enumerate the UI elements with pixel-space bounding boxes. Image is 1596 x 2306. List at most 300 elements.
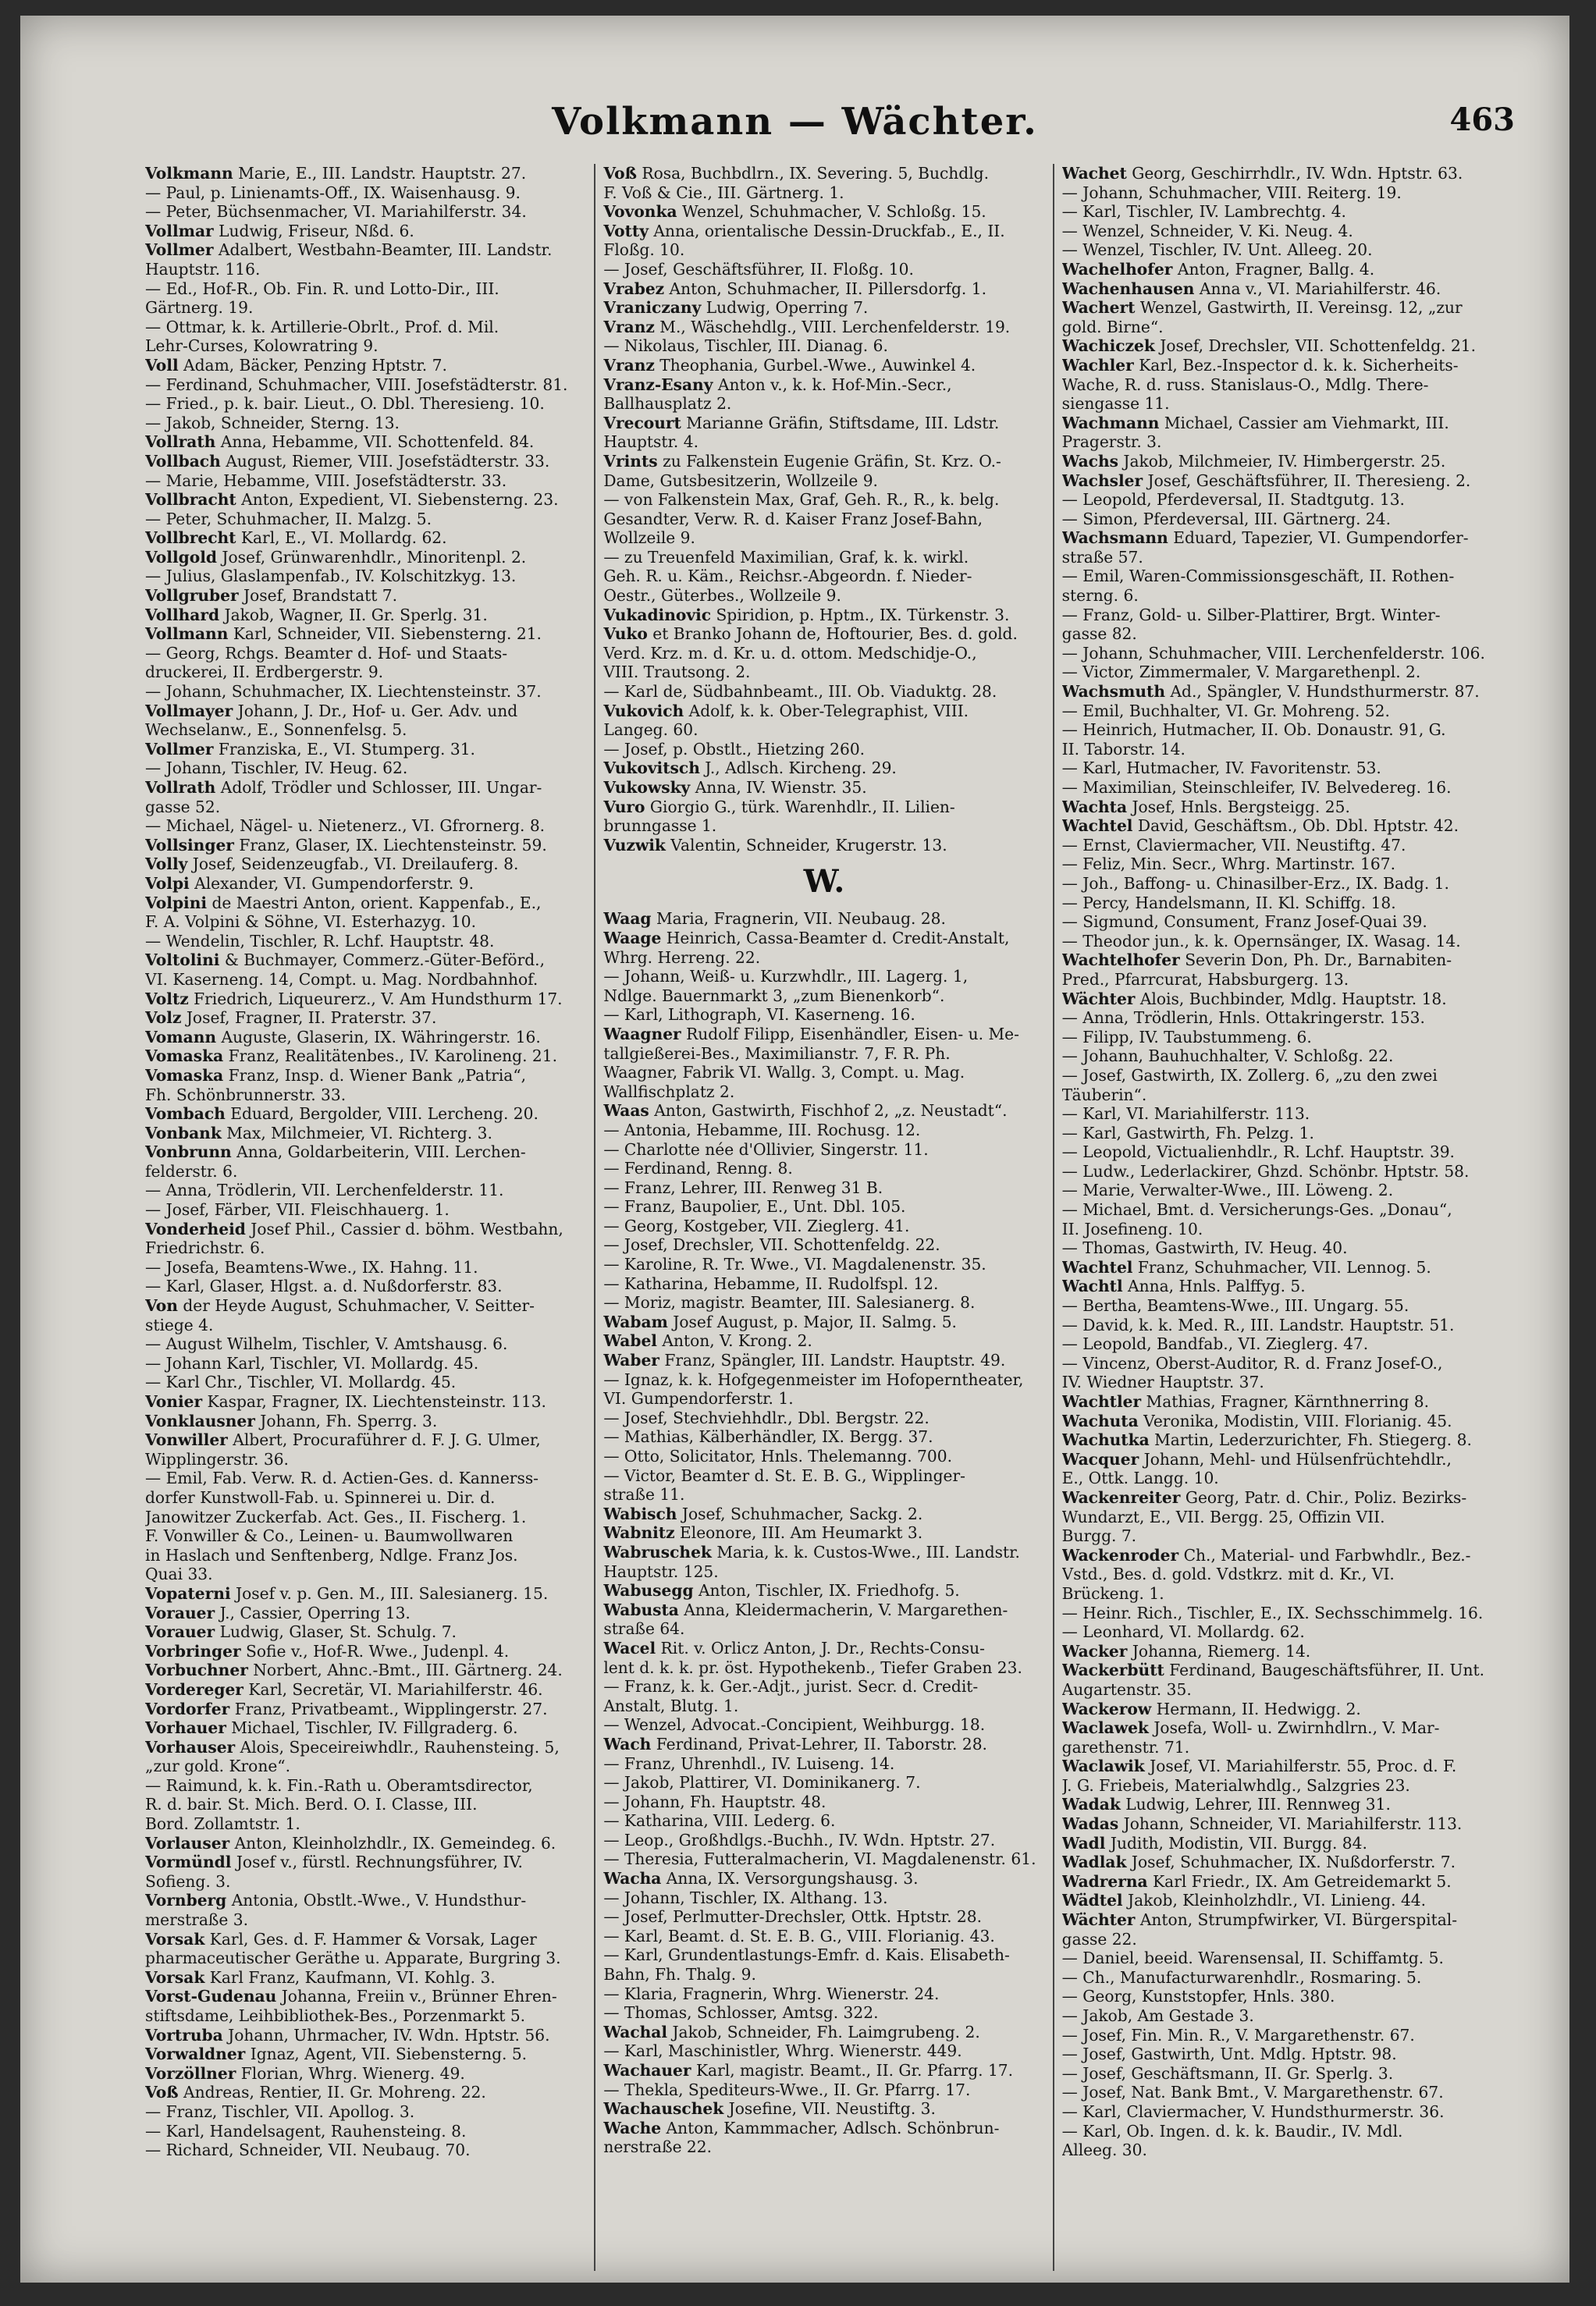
directory-entry: Waagner Rudolf Filipp, Eisenhändler, Eisen- u. Me- xyxy=(603,1024,1019,1043)
directory-entry: Wachauer Karl, magistr. Beamt., II. Gr. Pfarrg. 17. xyxy=(603,2061,1014,2080)
directory-entry: — Ferdinand, Schuhmacher, VIII. Josefstädterstr. 81. xyxy=(145,375,568,394)
directory-entry: F. Vonwiller & Co., Leinen- u. Baumwollwaren xyxy=(145,1526,514,1546)
directory-entry: — Leop., Großhdlgs.-Buchh., IV. Wdn. Hptstr. 27. xyxy=(603,1830,996,1849)
directory-entry: VI. Gumpendorferstr. 1. xyxy=(603,1389,794,1409)
directory-entry: Wackerow Hermann, II. Hedwigg. 2. xyxy=(1061,1699,1361,1718)
directory-entry: — Ottmar, k. k. Artillerie-Obrlt., Prof. d. Mil. xyxy=(145,317,499,336)
directory-entry: Wachert Wenzel, Gastwirth, II. Vereinsg. 12, „zur xyxy=(1061,298,1463,318)
directory-entry: — Vincenz, Oberst-Auditor, R. d. Franz Josef-O., xyxy=(1061,1353,1443,1373)
directory-entry: Burgg. 7. xyxy=(1061,1526,1137,1546)
directory-entry: in Haslach und Senftenberg, Ndlge. Franz Jos. xyxy=(145,1545,518,1565)
directory-entry: — Heinrich, Hutmacher, II. Ob. Donaustr. 91, G. xyxy=(1061,720,1446,740)
directory-entry: — Charlotte née d'Ollivier, Singerstr. 11. xyxy=(603,1139,929,1159)
directory-entry: Vollbrecht Karl, E., VI. Mollardg. 62. xyxy=(145,528,447,548)
directory-entry: straße 57. xyxy=(1061,547,1143,567)
directory-entry: Vonwiller Albert, Procuraführer d. F. J. G. Ulmer, xyxy=(145,1430,541,1450)
directory-entry: — Ignaz, k. k. Hofgegenmeister im Hofoperntheater, xyxy=(603,1370,1024,1389)
directory-entry: Vranz M., Wäschehdlg., VIII. Lerchenfelderstr. 19. xyxy=(603,317,1011,336)
directory-entry: Vorhauer Michael, Tischler, IV. Fillgraderg. 6. xyxy=(145,1718,518,1738)
directory-entry: merstraße 3. xyxy=(145,1910,249,1930)
column-1 xyxy=(137,164,595,2271)
directory-entry: — Peter, Schuhmacher, II. Malzg. 5. xyxy=(145,509,432,528)
page-header xyxy=(20,94,1569,156)
directory-entry: — Percy, Handelsmann, II. Kl. Schiffg. 18. xyxy=(1061,893,1396,912)
directory-entry: — Karl, Hutmacher, IV. Favoritenstr. 53. xyxy=(1061,759,1381,778)
directory-entry: — Jakob, Am Gestade 3. xyxy=(1061,2006,1254,2025)
directory-entry: Vorlauser Anton, Kleinholzhdlr., IX. Gemeindeg. 6. xyxy=(145,1833,556,1853)
directory-entry: Janowitzer Zuckerfab. Act. Ges., II. Fischerg. 1. xyxy=(145,1507,527,1526)
directory-entry: stiftsdame, Leihbibliothek-Bes., Porzenmarkt 5. xyxy=(145,2006,526,2025)
directory-entry: Wache Anton, Kammmacher, Adlsch. Schönbrun- xyxy=(603,2118,1000,2137)
directory-entry: — Karl de, Südbahnbeamt., III. Ob. Viaduktg. 28. xyxy=(603,682,997,702)
directory-entry: Waagner, Fabrik VI. Wallg. 3, Compt. u. Mag. xyxy=(603,1063,965,1082)
directory-entry: Wacha Anna, IX. Versorgungshausg. 3. xyxy=(603,1869,919,1889)
directory-entry: — Leonhard, VI. Mollardg. 62. xyxy=(1061,1622,1305,1642)
directory-entry: gasse 82. xyxy=(1061,624,1137,644)
directory-entry: Von der Heyde August, Schuhmacher, V. Seitter- xyxy=(145,1296,535,1316)
directory-entry: — Sigmund, Consument, Franz Josef-Quai 39. xyxy=(1061,912,1427,932)
directory-entry: Vukowsky Anna, IV. Wienstr. 35. xyxy=(603,778,867,797)
directory-entry: — Ludw., Lederlackirer, Ghzd. Schönbr. Hptstr. 58. xyxy=(1061,1161,1470,1181)
directory-entry: — Victor, Zimmermaler, V. Margarethenpl. 2. xyxy=(1061,663,1421,682)
directory-entry: — Johann, Schuhmacher, IX. Liechtensteinstr. 37. xyxy=(145,682,542,702)
directory-entry: Voltolini & Buchmayer, Commerz.-Güter-Beförd., xyxy=(145,950,545,970)
directory-entry: Gesandter, Verw. R. d. Kaiser Franz Josef-Bahn, xyxy=(603,509,983,528)
directory-entry: Floßg. 10. xyxy=(603,240,685,260)
column-3 xyxy=(1054,164,1511,2271)
directory-entry: Vormündl Josef v., fürstl. Rechnungsführer, IV. xyxy=(145,1853,523,1872)
directory-entry: II. Taborstr. 14. xyxy=(1061,739,1185,759)
directory-entry: — Joh., Baffong- u. Chinasilber-Erz., IX. Badg. 1. xyxy=(1061,873,1449,893)
directory-entry: Wollzeile 9. xyxy=(603,528,695,548)
directory-entry: — Josefa, Beamtens-Wwe., IX. Hahng. 11. xyxy=(145,1257,478,1277)
directory-entry: Vuzwik Valentin, Schneider, Krugerstr. 13. xyxy=(603,835,947,855)
directory-entry: J. G. Friebeis, Materialwhdlg., Salzgries 23. xyxy=(1061,1775,1410,1795)
directory-entry: straße 11. xyxy=(603,1485,685,1505)
directory-entry: — Theodor jun., k. k. Opernsänger, IX. Wasag. 14. xyxy=(1061,931,1461,950)
directory-entry: Vrecourt Marianne Gräfin, Stiftsdame, III. Ldstr. xyxy=(603,413,1000,432)
directory-entry: — Klaria, Fragnerin, Whrg. Wienerstr. 24. xyxy=(603,1984,940,2003)
directory-entry: Wadrerna Karl Friedr., IX. Am Getreidemarkt 5. xyxy=(1061,1871,1452,1891)
directory-entry: Vonklausner Johann, Fh. Sperrg. 3. xyxy=(145,1411,438,1430)
directory-entry: Waas Anton, Gastwirth, Fischhof 2, „z. Neustadt“. xyxy=(603,1101,1008,1121)
directory-entry: — Peter, Büchsenmacher, VI. Mariahilferstr. 34. xyxy=(145,202,527,222)
directory-entry: Friedrichstr. 6. xyxy=(145,1238,265,1258)
directory-entry: Ndlge. Bauernmarkt 3, „zum Bienenkorb“. xyxy=(603,986,945,1005)
directory-entry: Vordorfer Franz, Privatbeamt., Wipplingerstr. 27. xyxy=(145,1699,548,1718)
directory-entry: Vorwaldner Ignaz, Agent, VII. Siebensterng. 5. xyxy=(145,2045,528,2064)
directory-entry: — Josef, Perlmutter-Drechsler, Ottk. Hptstr. 28. xyxy=(603,1907,983,1927)
directory-entry: — Simon, Pferdeversal, III. Gärtnerg. 24. xyxy=(1061,509,1392,528)
directory-entry: Vrints zu Falkenstein Eugenie Gräfin, St. Krz. O.- xyxy=(603,451,1001,471)
directory-entry: Wachenhausen Anna v., VI. Mariahilferstr. 46. xyxy=(1061,279,1441,298)
directory-entry: Wachtelhofer Severin Don, Ph. Dr., Barnabiten- xyxy=(1061,950,1452,970)
directory-entry: Wachuta Veronika, Modistin, VIII. Florianig. 45. xyxy=(1061,1411,1452,1430)
directory-entry: Wadas Johann, Schneider, VI. Mariahilferstr. 113. xyxy=(1061,1814,1463,1834)
directory-entry: Wachtl Anna, Hnls. Palffyg. 5. xyxy=(1061,1277,1306,1296)
directory-entry: — Karl, Maschinistler, Whrg. Wienerstr. 449. xyxy=(603,2041,962,2061)
directory-entry: druckerei, II. Erdbergerstr. 9. xyxy=(145,663,384,682)
directory-entry: — Raimund, k. k. Fin.-Rath u. Oberamtsdirector, xyxy=(145,1775,533,1795)
directory-entry: Vonderheid Josef Phil., Cassier d. böhm. Westbahn, xyxy=(145,1219,563,1238)
directory-entry: Vraniczany Ludwig, Operring 7. xyxy=(603,298,869,318)
directory-entry: Wachler Karl, Bez.-Inspector d. k. k. Sicherheits- xyxy=(1061,355,1459,375)
directory-entry: — Ed., Hof-R., Ob. Fin. R. und Lotto-Dir., III. xyxy=(145,279,499,298)
directory-entry: — Richard, Schneider, VII. Neubaug. 70. xyxy=(145,2141,471,2160)
directory-entry: Verd. Krz. m. d. Kr. u. d. ottom. Medschidje-O., xyxy=(603,643,977,663)
directory-entry: — Marie, Hebamme, VIII. Josefstädterstr. 33. xyxy=(145,471,507,490)
directory-entry: Waclawek Josefa, Woll- u. Zwirnhdlrn., V. Mar- xyxy=(1061,1718,1440,1738)
directory-entry: — Josef, Stechviehhdlr., Dbl. Bergstr. 22. xyxy=(603,1408,930,1427)
directory-entry: VI. Kaserneng. 14, Compt. u. Mag. Nordbahnhof. xyxy=(145,969,539,989)
directory-entry: Anstalt, Blutg. 1. xyxy=(603,1696,739,1715)
directory-entry: Wachsmuth Ad., Spängler, V. Hundsthurmerstr. 87. xyxy=(1061,682,1480,702)
directory-entry: Vuro Giorgio G., türk. Warenhdlr., II. Lilien- xyxy=(603,797,955,816)
directory-entry: — Ch., Manufacturwarenhdlr., Rosmaring. 5. xyxy=(1061,1967,1422,1987)
directory-entry: Vorsak Karl, Ges. d. F. Hammer & Vorsak, Lager xyxy=(145,1929,537,1949)
directory-entry: Vopaterni Josef v. p. Gen. M., III. Salesianerg. 15. xyxy=(145,1583,549,1603)
directory-entry: Volpi Alexander, VI. Gumpendorferstr. 9. xyxy=(145,873,475,893)
directory-entry: Alleeg. 30. xyxy=(1061,2141,1147,2160)
directory-entry: Hauptstr. 4. xyxy=(603,432,699,452)
directory-entry: — Wendelin, Tischler, R. Lchf. Hauptstr. 48. xyxy=(145,931,495,950)
directory-entry: Vorzöllner Florian, Whrg. Wienerg. 49. xyxy=(145,2063,465,2083)
directory-entry: — Georg, Kostgeber, VII. Zieglerg. 41. xyxy=(603,1216,910,1235)
directory-entry: Vuko et Branko Johann de, Hoftourier, Bes. d. gold. xyxy=(603,624,1018,644)
directory-entry: Vonbrunn Anna, Goldarbeiterin, VIII. Lerchen- xyxy=(145,1142,526,1162)
directory-entry: II. Josefineng. 10. xyxy=(1061,1219,1203,1238)
directory-entry: Wach Ferdinand, Privat-Lehrer, II. Taborstr. 28. xyxy=(603,1734,987,1753)
directory-entry: Augartenstr. 35. xyxy=(1061,1679,1192,1699)
directory-entry: Wachtel Franz, Schuhmacher, VII. Lennog. 5. xyxy=(1061,1257,1431,1277)
directory-entry: — Johann, Schuhmacher, VIII. Lerchenfelderstr. 106. xyxy=(1061,643,1485,663)
directory-entry: R. d. bair. St. Mich. Berd. O. I. Classe, III. xyxy=(145,1795,478,1814)
directory-entry: — Emil, Waren-Commissionsgeschäft, II. Rothen- xyxy=(1061,567,1455,586)
directory-entry: Wechselanw., E., Sonnenfelsg. 5. xyxy=(145,720,407,740)
directory-entry: Hauptstr. 125. xyxy=(603,1562,719,1581)
directory-entry: Whrg. Herreng. 22. xyxy=(603,947,761,967)
directory-entry: Wabusta Anna, Kleidermacherin, V. Margarethen- xyxy=(603,1600,1008,1619)
directory-entry: Wachta Josef, Hnls. Bergsteigg. 25. xyxy=(1061,797,1350,816)
directory-entry: — Josef, Gastwirth, Unt. Mdlg. Hptstr. 98. xyxy=(1061,2045,1397,2064)
directory-entry: — Emil, Buchhalter, VI. Gr. Mohreng. 52. xyxy=(1061,701,1390,720)
directory-entry: — Karl, Claviermacher, V. Hundsthurmerstr. 36. xyxy=(1061,2102,1445,2121)
directory-entry: Vorauer J., Cassier, Operring 13. xyxy=(145,1603,411,1622)
directory-entry: Wachal Jakob, Schneider, Fh. Laimgrubeng. 2. xyxy=(603,2022,980,2041)
directory-entry: — Moriz, magistr. Beamter, III. Salesianerg. 8. xyxy=(603,1293,976,1313)
directory-entry: — Nikolaus, Tischler, III. Dianag. 6. xyxy=(603,336,888,356)
directory-entry: siengasse 11. xyxy=(1061,394,1170,414)
directory-entry: — Karl Chr., Tischler, VI. Mollardg. 45. xyxy=(145,1373,457,1392)
directory-entry: Vonbank Max, Milchmeier, VI. Richterg. 3. xyxy=(145,1123,492,1142)
directory-entry: Fh. Schönbrunnerstr. 33. xyxy=(145,1085,347,1104)
directory-entry: — Karl, Gastwirth, Fh. Pelzg. 1. xyxy=(1061,1123,1314,1142)
directory-entry: — Thomas, Schlosser, Amtsg. 322. xyxy=(603,2003,879,2023)
directory-entry: felderstr. 6. xyxy=(145,1161,238,1181)
page-title: Volkmann — Wächter. xyxy=(552,100,1038,144)
directory-entry: — Franz, Lehrer, III. Renweg 31 B. xyxy=(603,1178,883,1197)
directory-entry: Volly Josef, Seidenzeugfab., VI. Dreilauferg. 8. xyxy=(145,855,519,874)
directory-entry: Vollgold Josef, Grünwarenhdlr., Minoritenpl. 2. xyxy=(145,547,527,567)
directory-entry: — Maximilian, Steinschleifer, IV. Belvedereg. 16. xyxy=(1061,778,1452,797)
directory-entry: — Anna, Trödlerin, Hnls. Ottakringerstr. 153. xyxy=(1061,1008,1425,1028)
directory-entry: Täuberin“. xyxy=(1061,1085,1147,1104)
directory-entry: — Filipp, IV. Taubstummeng. 6. xyxy=(1061,1027,1312,1046)
directory-entry: — Otto, Solicitator, Hnls. Thelemanng. 700. xyxy=(603,1447,952,1466)
directory-entry: Volkmann Marie, E., III. Landstr. Hauptstr. 27. xyxy=(145,164,527,183)
directory-entry: — Josef, Färber, VII. Fleischhauerg. 1. xyxy=(145,1200,450,1220)
directory-entry: — Karl, Tischler, IV. Lambrechtg. 4. xyxy=(1061,202,1346,222)
directory-entry: — August Wilhelm, Tischler, V. Amtshausg. 6. xyxy=(145,1334,508,1354)
directory-entry: Vorst-Gudenau Johanna, Freiin v., Brünner Ehren- xyxy=(145,1987,557,2006)
directory-entry: — Julius, Glaslampenfab., IV. Kolschitzkyg. 13. xyxy=(145,567,517,586)
directory-entry: Vorauer Ludwig, Glaser, St. Schulg. 7. xyxy=(145,1622,457,1642)
directory-entry: Lehr-Curses, Kolowratring 9. xyxy=(145,336,379,356)
directory-entry: Wachtler Mathias, Fragner, Kärnthnerring 8. xyxy=(1061,1392,1430,1411)
directory-entry: — Josef, Drechsler, VII. Schottenfeldg. 22. xyxy=(603,1235,940,1255)
directory-entry: Vrabez Anton, Schuhmacher, II. Pillersdorfg. 1. xyxy=(603,279,986,298)
directory-entry: Wallfischplatz 2. xyxy=(603,1082,735,1101)
directory-entry: Vollbracht Anton, Expedient, VI. Siebensterng. 23. xyxy=(145,490,559,510)
directory-entry: — Johann, Tischler, IV. Heug. 62. xyxy=(145,759,408,778)
directory-entry: Vranz Theophania, Gurbel.-Wwe., Auwinkel 4. xyxy=(603,355,976,375)
directory-entry: — Franz, Gold- u. Silber-Plattirer, Brgt. Winter- xyxy=(1061,605,1441,624)
directory-entry: — Leopold, Bandfab., VI. Zieglerg. 47. xyxy=(1061,1334,1369,1354)
directory-entry: — Jakob, Schneider, Sterng. 13. xyxy=(145,413,400,432)
directory-entry: Waag Maria, Fragnerin, VII. Neubaug. 28. xyxy=(603,909,946,929)
directory-entry: nerstraße 22. xyxy=(603,2137,713,2157)
directory-entry: — Johann Karl, Tischler, VI. Mollardg. 45. xyxy=(145,1353,479,1373)
directory-entry: — Marie, Verwalter-Wwe., III. Löweng. 2. xyxy=(1061,1181,1394,1200)
directory-entry: Vstd., Bes. d. gold. Vdstkrz. mit d. Kr., VI. xyxy=(1061,1565,1395,1584)
directory-entry: — Katharina, Hebamme, II. Rudolfspl. 12. xyxy=(603,1274,939,1293)
directory-entry: Vomaska Franz, Insp. d. Wiener Bank „Patria“, xyxy=(145,1065,527,1085)
directory-entry: Quai 33. xyxy=(145,1565,213,1584)
page-number: 463 xyxy=(1449,101,1515,138)
directory-entry: Vomaska Franz, Realitätenbes., IV. Karolineng. 21. xyxy=(145,1046,558,1066)
directory-entry: — Johann, Weiß- u. Kurzwhdlr., III. Lagerg. 1, xyxy=(603,967,969,986)
directory-entry: Vollmer Franziska, E., VI. Stumperg. 31. xyxy=(145,739,475,759)
directory-entry: — Johann, Fh. Hauptstr. 48. xyxy=(603,1792,826,1811)
directory-entry: — Daniel, beeid. Warensensal, II. Schiffamtg. 5. xyxy=(1061,1949,1444,1968)
directory-entry: stiege 4. xyxy=(145,1315,214,1334)
directory-entry: sterng. 6. xyxy=(1061,586,1139,606)
directory-entry: — Leopold, Pferdeversal, II. Stadtgutg. 13. xyxy=(1061,490,1405,510)
directory-entry: — Franz, Baupolier, E., Unt. Dbl. 105. xyxy=(603,1197,906,1217)
directory-page xyxy=(20,16,1569,2283)
directory-entry: — Johann, Schuhmacher, VIII. Reiterg. 19. xyxy=(1061,183,1402,202)
directory-entry: Vollsinger Franz, Glaser, IX. Liechtensteinstr. 59. xyxy=(145,835,547,855)
directory-entry: Ballhausplatz 2. xyxy=(603,394,732,414)
directory-entry: — Wenzel, Schneider, V. Ki. Neug. 4. xyxy=(1061,221,1353,240)
directory-entry: Vollrath Adolf, Trödler und Schlosser, III. Ungar- xyxy=(145,778,542,797)
directory-entry: Votty Anna, orientalische Dessin-Druckfab., E., II. xyxy=(603,221,1005,240)
section-letter: W. xyxy=(803,863,845,901)
directory-entry: — Karoline, R. Tr. Wwe., VI. Magdalenenstr. 35. xyxy=(603,1255,986,1274)
directory-entry: Wachutka Martin, Lederzurichter, Fh. Stiegerg. 8. xyxy=(1061,1430,1472,1450)
directory-entry: Wachauschek Josefine, VII. Neustiftg. 3. xyxy=(603,2099,936,2119)
directory-entry: — Karl, Handelsagent, Rauhensteing. 8. xyxy=(145,2121,467,2141)
directory-entry: — Josef, Gastwirth, IX. Zollerg. 6, „zu den zwei xyxy=(1061,1065,1438,1085)
directory-entry: Vranz-Esany Anton v., k. k. Hof-Min.-Secr., xyxy=(603,375,952,394)
directory-entry: — Heinr. Rich., Tischler, E., IX. Sechsschimmelg. 16. xyxy=(1061,1603,1484,1622)
directory-entry: Wabel Anton, V. Krong. 2. xyxy=(603,1331,812,1351)
directory-entry: Wächter Alois, Buchbinder, Mdlg. Hauptstr. 18. xyxy=(1061,989,1447,1008)
directory-entry: — Michael, Bmt. d. Versicherungs-Ges. „Donau“, xyxy=(1061,1200,1452,1220)
directory-entry: Wachmann Michael, Cassier am Viehmarkt, III. xyxy=(1061,413,1449,432)
directory-entry: — Josef, Geschäftsmann, II. Gr. Sperlg. 3. xyxy=(1061,2063,1394,2083)
directory-entry: lent d. k. k. pr. öst. Hypothekenb., Tiefer Graben 23. xyxy=(603,1658,1022,1677)
directory-entry: Bord. Zollamtstr. 1. xyxy=(145,1814,300,1834)
directory-entry: Pred., Pfarrcurat, Habsburgerg. 13. xyxy=(1061,969,1349,989)
directory-entry: Vortruba Johann, Uhrmacher, IV. Wdn. Hptstr. 56. xyxy=(145,2025,550,2045)
directory-entry: Wachsmann Eduard, Tapezier, VI. Gumpendorfer- xyxy=(1061,528,1469,548)
directory-entry: — Emil, Fab. Verw. R. d. Actien-Ges. d. Kannerss- xyxy=(145,1469,539,1488)
directory-entry: F. Voß & Cie., III. Gärtnerg. 1. xyxy=(603,183,844,202)
directory-entry: Voß Rosa, Buchbdlrn., IX. Severing. 5, Buchdlg. xyxy=(603,164,990,183)
directory-entry: Vorbuchner Norbert, Ahnc.-Bmt., III. Gärtnerg. 24. xyxy=(145,1661,563,1680)
directory-entry: Wackerbütt Ferdinand, Baugeschäftsführer, II. Unt. xyxy=(1061,1661,1485,1680)
directory-entry: Vollbach August, Riemer, VIII. Josefstädterstr. 33. xyxy=(145,451,550,471)
directory-entry: — Karl, Glaser, Hlgst. a. d. Nußdorferstr. 83. xyxy=(145,1277,503,1296)
directory-entry: Brückeng. 1. xyxy=(1061,1583,1164,1603)
directory-entry: — Anna, Trödlerin, VII. Lerchenfelderstr. 11. xyxy=(145,1181,504,1200)
directory-entry: — Michael, Nägel- u. Nietenerz., VI. Gfrornerg. 8. xyxy=(145,816,546,836)
directory-entry: Vollmann Karl, Schneider, VII. Siebensterng. 21. xyxy=(145,624,542,644)
directory-entry: Vollmayer Johann, J. Dr., Hof- u. Ger. Adv. und xyxy=(145,701,518,720)
directory-entry: — von Falkenstein Max, Graf, Geh. R., R., k. belg. xyxy=(603,490,1000,510)
directory-entry: Wackenreiter Georg, Patr. d. Chir., Poliz. Bezirks- xyxy=(1061,1487,1467,1507)
directory-entry: Hauptstr. 116. xyxy=(145,259,261,279)
directory-entry: pharmaceutischer Geräthe u. Apparate, Burgring 3. xyxy=(145,1949,561,1968)
directory-entry: — Karl, Beamt. d. St. E. B. G., VIII. Florianig. 43. xyxy=(603,1926,995,1945)
directory-entry: Vovonka Wenzel, Schuhmacher, V. Schloßg. 15. xyxy=(603,202,986,222)
directory-entry: — Feliz, Min. Secr., Whrg. Martinstr. 167. xyxy=(1061,855,1395,874)
directory-entry: Wachelhofer Anton, Fragner, Ballg. 4. xyxy=(1061,259,1375,279)
directory-entry: Pragerstr. 3. xyxy=(1061,432,1162,452)
directory-entry: Dame, Gutsbesitzerin, Wollzeile 9. xyxy=(603,471,878,490)
directory-entry: Wachs Jakob, Milchmeier, IV. Himbergerstr. 25. xyxy=(1061,451,1446,471)
directory-entry: Sofieng. 3. xyxy=(145,1871,231,1891)
directory-entry: Vollmar Ludwig, Friseur, Nßd. 6. xyxy=(145,221,414,240)
directory-entry: Wabusegg Anton, Tischler, IX. Friedhofg. 5. xyxy=(603,1581,960,1601)
directory-entry: — David, k. k. Med. R., III. Landstr. Hauptstr. 51. xyxy=(1061,1315,1455,1334)
directory-entry: Vukovitsch J., Adlsch. Kircheng. 29. xyxy=(603,759,897,778)
directory-entry: — Josef, p. Obstlt., Hietzing 260. xyxy=(603,739,866,759)
directory-entry: Wädtel Jakob, Kleinholzhdlr., VI. Linieng. 44. xyxy=(1061,1891,1427,1910)
directory-entry: Wächter Anton, Strumpfwirker, VI. Bürgerspital- xyxy=(1061,1910,1458,1930)
directory-entry: Vorbringer Sofie v., Hof-R. Wwe., Judenpl. 4. xyxy=(145,1641,510,1661)
directory-entry: gold. Birne“. xyxy=(1061,317,1164,336)
directory-entry: Geh. R. u. Käm., Reichsr.-Abgeordn. f. Nieder- xyxy=(603,567,972,586)
directory-entry: Wadl Judith, Modistin, VII. Burgg. 84. xyxy=(1061,1833,1367,1853)
directory-entry: Langeg. 60. xyxy=(603,720,698,740)
directory-entry: Wipplingerstr. 36. xyxy=(145,1449,289,1469)
directory-entry: straße 64. xyxy=(603,1619,685,1639)
directory-entry: — Leopold, Victualienhdlr., R. Lchf. Hauptstr. 39. xyxy=(1061,1142,1455,1162)
directory-entry: — Georg, Kunststopfer, Hnls. 380. xyxy=(1061,1987,1335,2006)
directory-entry: dorfer Kunstwoll-Fab. u. Spinnerei u. Dir. d. xyxy=(145,1487,496,1507)
directory-entry: Bahn, Fh. Thalg. 9. xyxy=(603,1965,756,1984)
directory-entry: Wadak Ludwig, Lehrer, III. Rennweg 31. xyxy=(1061,1795,1391,1814)
directory-entry: — Bertha, Beamtens-Wwe., III. Ungarg. 55. xyxy=(1061,1296,1409,1316)
directory-entry: — Karl, Grundentlastungs-Emfr. d. Kais. Elisabeth- xyxy=(603,1945,1010,1965)
directory-entry: Vonier Kaspar, Fragner, IX. Liechtensteinstr. 113. xyxy=(145,1392,546,1411)
directory-entry: Oestr., Güterbes., Wollzeile 9. xyxy=(603,586,841,606)
directory-entry: Vollrath Anna, Hebamme, VII. Schottenfeld. 84. xyxy=(145,432,535,452)
directory-entry: Wacquer Johann, Mehl- und Hülsenfrüchtehdlr., xyxy=(1061,1449,1452,1469)
directory-entry: Vukovich Adolf, k. k. Ober-Telegraphist, VIII. xyxy=(603,701,969,720)
directory-entry: Waclawik Josef, VI. Mariahilferstr. 55, Proc. d. F. xyxy=(1061,1757,1457,1776)
directory-entry: Vordereger Karl, Secretär, VI. Mariahilferstr. 46. xyxy=(145,1679,543,1699)
directory-entry: E., Ottk. Langg. 10. xyxy=(1061,1469,1219,1488)
directory-entry: — Josef, Fin. Min. R., V. Margarethenstr. 67. xyxy=(1061,2025,1415,2045)
directory-entry: Voltz Friedrich, Liqueurerz., V. Am Hundsthurm 17. xyxy=(145,989,563,1008)
directory-entry: — Franz, Tischler, VII. Apollog. 3. xyxy=(145,2102,415,2121)
directory-entry: Wabam Josef August, p. Major, II. Salmg. 5. xyxy=(603,1312,957,1331)
directory-entry: — Ferdinand, Renng. 8. xyxy=(603,1159,793,1178)
directory-entry: — Johann, Bauhuchhalter, V. Schloßg. 22. xyxy=(1061,1046,1394,1066)
directory-entry: — Wenzel, Tischler, IV. Unt. Alleeg. 20. xyxy=(1061,240,1373,260)
directory-entry: Waage Heinrich, Cassa-Beamter d. Credit-Anstalt, xyxy=(603,928,1010,947)
directory-entry: tallgießerei-Bes., Maximilianstr. 7, F. R. Ph. xyxy=(603,1043,951,1063)
directory-entry: Wachtel David, Geschäftsm., Ob. Dbl. Hptstr. 42. xyxy=(1061,816,1459,836)
directory-entry: — Josef, Geschäftsführer, II. Floßg. 10. xyxy=(603,259,914,279)
directory-entry: garethenstr. 71. xyxy=(1061,1737,1190,1757)
directory-entry: brunngasse 1. xyxy=(603,816,717,836)
directory-entry: Wacel Rit. v. Orlicz Anton, J. Dr., Rechts-Consu- xyxy=(603,1638,985,1658)
directory-entry: — Georg, Rchgs. Beamter d. Hof- und Staats- xyxy=(145,643,508,663)
directory-entry: gasse 22. xyxy=(1061,1929,1137,1949)
directory-entry: Wachsler Josef, Geschäftsführer, II. Theresieng. 2. xyxy=(1061,471,1471,490)
directory-entry: — Theresia, Futteralmacherin, VI. Magdalenenstr. 61. xyxy=(603,1849,1036,1869)
directory-entry: — Thekla, Spediteurs-Wwe., II. Gr. Pfarrg. 17. xyxy=(603,2080,971,2099)
directory-entry: Waber Franz, Spängler, III. Landstr. Hauptstr. 49. xyxy=(603,1351,1006,1370)
directory-entry: — Fried., p. k. bair. Lieut., O. Dbl. Theresieng. 10. xyxy=(145,394,545,414)
directory-entry: Voß Andreas, Rentier, II. Gr. Mohreng. 22. xyxy=(145,2083,486,2102)
directory-entry: — Katharina, VIII. Lederg. 6. xyxy=(603,1811,836,1831)
directory-entry: Wachet Georg, Geschirrhdlr., IV. Wdn. Hptstr. 63. xyxy=(1061,164,1463,183)
directory-entry: Wabisch Josef, Schuhmacher, Sackg. 2. xyxy=(603,1504,923,1523)
directory-entry: — Karl, Ob. Ingen. d. k. k. Baudir., IV. Mdl. xyxy=(1061,2121,1403,2141)
directory-entry: Wache, R. d. russ. Stanislaus-O., Mdlg. There- xyxy=(1061,375,1429,394)
directory-entry: — Franz, k. k. Ger.-Adjt., jurist. Secr. d. Credit- xyxy=(603,1677,979,1697)
directory-entry: Wadlak Josef, Schuhmacher, IX. Nußdorferstr. 7. xyxy=(1061,1853,1456,1872)
directory-entry: Wackenroder Ch., Material- und Farbwhdlr., Bez.- xyxy=(1061,1545,1471,1565)
column-2 xyxy=(595,164,1054,2271)
directory-entry: — Josef, Nat. Bank Bmt., V. Margarethenstr. 67. xyxy=(1061,2083,1444,2102)
directory-entry: Vollhard Jakob, Wagner, II. Gr. Sperlg. 31. xyxy=(145,605,488,624)
directory-entry: — Mathias, Kälberhändler, IX. Bergg. 37. xyxy=(603,1427,933,1447)
directory-entry: — Victor, Beamter d. St. E. B. G., Wipplinger- xyxy=(603,1466,965,1485)
directory-entry: — Jakob, Plattirer, VI. Dominikanerg. 7. xyxy=(603,1773,921,1793)
directory-entry: Vorsak Karl Franz, Kaufmann, VI. Kohlg. 3. xyxy=(145,1967,496,1987)
directory-entry: Volpini de Maestri Anton, orient. Kappenfab., E., xyxy=(145,893,542,912)
directory-entry: — Ernst, Claviermacher, VII. Neustiftg. 47. xyxy=(1061,835,1406,855)
directory-entry: — Johann, Tischler, IX. Althang. 13. xyxy=(603,1888,888,1907)
directory-entry: — Franz, Uhrenhdl., IV. Luiseng. 14. xyxy=(603,1753,895,1773)
directory-entry: — Antonia, Hebamme, III. Rochusg. 12. xyxy=(603,1120,921,1139)
directory-entry: Gärtnerg. 19. xyxy=(145,298,254,318)
directory-entry: Wachiczek Josef, Drechsler, VII. Schottenfeldg. 21. xyxy=(1061,336,1477,356)
directory-entry: — Karl, Lithograph, VI. Kaserneng. 16. xyxy=(603,1005,915,1025)
directory-entry: — Thomas, Gastwirth, IV. Heug. 40. xyxy=(1061,1238,1348,1258)
directory-entry: Vomann Auguste, Glaserin, IX. Währingerstr. 16. xyxy=(145,1027,541,1046)
directory-entry: — Wenzel, Advocat.-Concipient, Weihburgg. 18. xyxy=(603,1715,986,1735)
directory-entry: Vombach Eduard, Bergolder, VIII. Lercheng. 20. xyxy=(145,1104,539,1124)
directory-entry: Vollgruber Josef, Brandstatt 7. xyxy=(145,586,398,606)
directory-entry: gasse 52. xyxy=(145,797,221,816)
